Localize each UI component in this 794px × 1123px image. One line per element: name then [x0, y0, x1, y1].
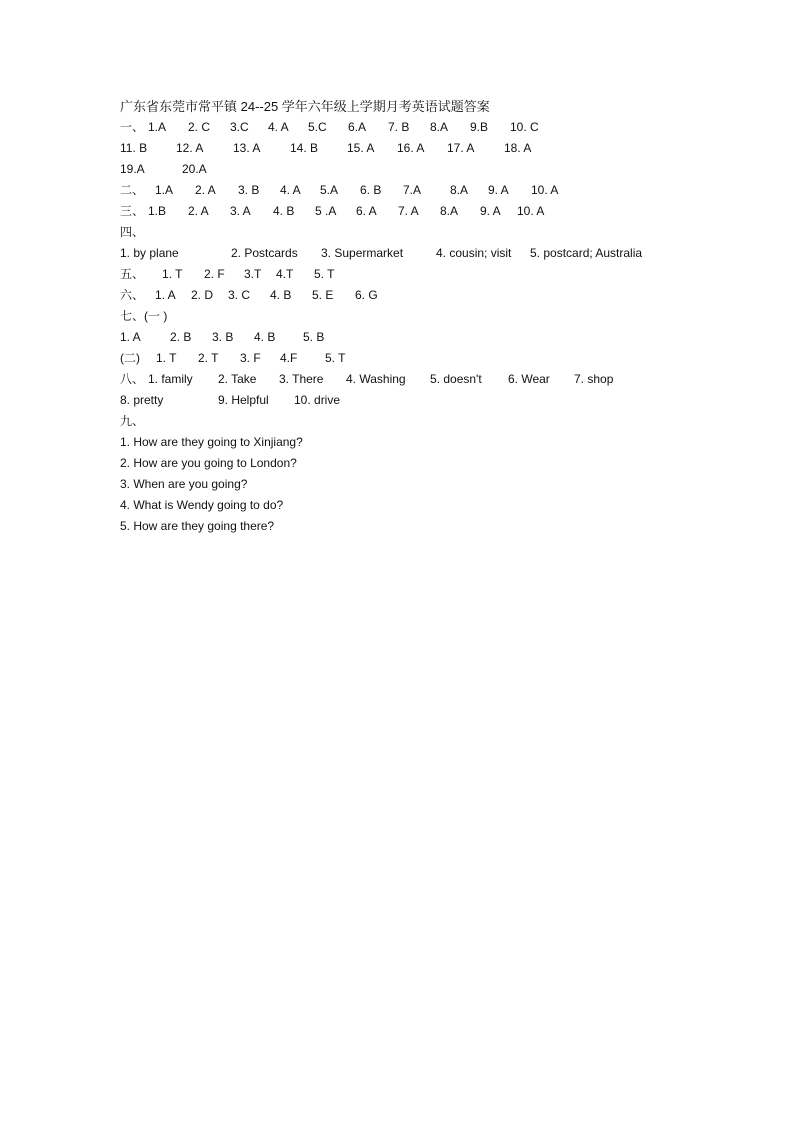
answer-item: 1. T — [156, 351, 177, 365]
section-1-row-1 — [120, 117, 720, 138]
answer-item: 2. C — [188, 120, 211, 134]
section-1-row-3 — [120, 159, 720, 180]
answer-item: 1. A — [155, 288, 176, 302]
section-8-row-1 — [120, 369, 720, 390]
section-9-item — [120, 495, 720, 516]
answer-item: 1. T — [162, 267, 183, 281]
answer-item: 8.A — [440, 204, 459, 218]
answer-item: 12. A — [176, 141, 204, 155]
answer-item: 4. A — [280, 183, 301, 197]
section-label: 三、 — [120, 204, 145, 218]
answer-item: 2. D — [191, 288, 214, 302]
answer-item: 9. Helpful — [218, 393, 269, 407]
section-3-row — [120, 201, 720, 222]
answer-item: 3. C — [228, 288, 251, 302]
answer-item: 3. Supermarket — [321, 246, 404, 260]
answer-item: 5. E — [312, 288, 334, 302]
answer-sentence: 1. How are they going to Xinjiang? — [120, 435, 303, 449]
answer-item: 20.A — [182, 162, 207, 176]
section-9-item — [120, 516, 720, 537]
answer-item: 10. A — [517, 204, 545, 218]
document-title: 广东省东莞市常平镇 24--25 学年六年级上学期月考英语试题答案 — [120, 99, 490, 114]
answer-item: 6. B — [360, 183, 382, 197]
answer-item: 5.C — [308, 120, 327, 134]
answer-item: 2. Take — [218, 372, 257, 386]
answer-sentence: 4. What is Wendy going to do? — [120, 498, 284, 512]
section-9-item — [120, 432, 720, 453]
answer-item: 4. B — [254, 330, 276, 344]
answer-item: 2. F — [204, 267, 225, 281]
section-7-label-row — [120, 306, 720, 327]
answer-item: 8.A — [430, 120, 449, 134]
answer-item: 6. A — [356, 204, 377, 218]
section-4-label-row — [120, 222, 720, 243]
answer-item: 17. A — [447, 141, 475, 155]
answer-item: 1.B — [148, 204, 167, 218]
answer-item: 19.A — [120, 162, 145, 176]
answer-item: 5. postcard; Australia — [530, 246, 643, 260]
answer-item: 7. A — [398, 204, 419, 218]
section-5-row — [120, 264, 720, 285]
answer-item: 10. C — [510, 120, 539, 134]
answer-item: 4. cousin; visit — [436, 246, 512, 260]
answer-item: 6. Wear — [508, 372, 550, 386]
answer-item: 7.A — [403, 183, 422, 197]
answer-item: 3. B — [238, 183, 260, 197]
answer-sentence: 2. How are you going to London? — [120, 456, 297, 470]
answer-item: 4. A — [268, 120, 289, 134]
section-label: 九、 — [120, 414, 145, 428]
answer-item: 8. pretty — [120, 393, 164, 407]
section-label: 七、(一 ) — [120, 309, 168, 323]
answer-item: 1. A — [120, 330, 141, 344]
section-9-item — [120, 474, 720, 495]
answer-item: 3.T — [244, 267, 262, 281]
answer-item: 6. G — [355, 288, 378, 302]
section-2-row — [120, 180, 720, 201]
answer-item: 9.B — [470, 120, 489, 134]
section-label: 六、 — [120, 288, 145, 302]
answer-sentence: 5. How are they going there? — [120, 519, 275, 533]
answer-item: 2. T — [198, 351, 219, 365]
answer-item: 5.A — [320, 183, 339, 197]
answer-item: 5 .A — [315, 204, 337, 218]
section-9-label-row — [120, 411, 720, 432]
answer-item: 1. family — [148, 372, 193, 386]
answer-item: 1.A — [148, 120, 167, 134]
section-4-row — [120, 243, 720, 264]
answer-item: 3. A — [230, 204, 251, 218]
answer-item: 3. B — [212, 330, 234, 344]
answer-sentence: 3. When are you going? — [120, 477, 248, 491]
answer-item: 2. A — [195, 183, 216, 197]
answer-item: 4. Washing — [346, 372, 406, 386]
section-label: 二、 — [120, 183, 145, 197]
section-7-part-2-row — [120, 348, 720, 369]
answer-item: 8.A — [450, 183, 469, 197]
answer-item: 5. T — [314, 267, 335, 281]
answer-item: 15. A — [347, 141, 375, 155]
answer-item: 9. A — [488, 183, 509, 197]
answer-item: 4.T — [276, 267, 294, 281]
answer-item: 13. A — [233, 141, 261, 155]
answer-item: 4.F — [280, 351, 298, 365]
answer-item: 9. A — [480, 204, 501, 218]
answer-item: 5. doesn't — [430, 372, 482, 386]
answer-item: 1.A — [155, 183, 174, 197]
section-9-item — [120, 453, 720, 474]
answer-item: 2. B — [170, 330, 192, 344]
section-label: 五、 — [120, 267, 145, 281]
answer-item: 4. B — [273, 204, 295, 218]
section-label: 四、 — [120, 225, 145, 239]
section-label: (二) — [120, 351, 140, 365]
answer-item: 7. B — [388, 120, 410, 134]
section-6-row — [120, 285, 720, 306]
answer-item: 10. drive — [294, 393, 341, 407]
section-1-row-2 — [120, 138, 720, 159]
answer-item: 6.A — [348, 120, 367, 134]
section-label: 一、 — [120, 120, 145, 134]
answer-item: 4. B — [270, 288, 292, 302]
answer-item: 16. A — [397, 141, 425, 155]
answer-item: 2. Postcards — [231, 246, 298, 260]
answer-item: 3. F — [240, 351, 261, 365]
answer-item: 2. A — [188, 204, 209, 218]
answer-item: 5. T — [325, 351, 346, 365]
answer-item: 3. There — [279, 372, 324, 386]
answer-item: 10. A — [531, 183, 559, 197]
answer-item: 14. B — [290, 141, 319, 155]
section-label: 八、 — [120, 372, 145, 386]
answer-item: 3.C — [230, 120, 249, 134]
answer-item: 5. B — [303, 330, 325, 344]
section-8-row-2 — [120, 390, 720, 411]
section-7-part-1-row — [120, 327, 720, 348]
answer-content — [120, 96, 720, 537]
answer-item: 1. by plane — [120, 246, 179, 260]
answer-item: 18. A — [504, 141, 532, 155]
answer-item: 11. B — [120, 141, 148, 155]
answer-item: 7. shop — [574, 372, 614, 386]
